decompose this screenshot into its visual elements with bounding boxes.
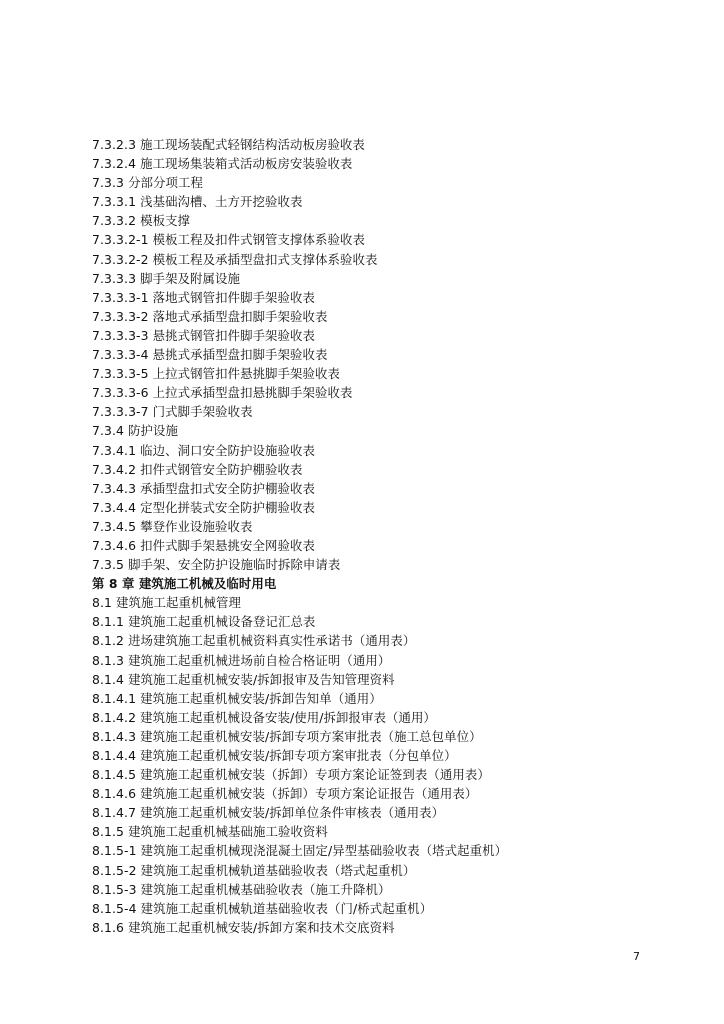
toc-entry: 8.1.4.3 建筑施工起重机械安装/拆卸专项方案审批表（施工总包单位）	[92, 728, 482, 744]
toc-entry: 7.3.4.1 临边、洞口安全防护设施验收表	[92, 442, 315, 458]
toc-entry: 7.3.3.3-1 落地式钢管扣件脚手架验收表	[92, 289, 316, 305]
toc-entry: 8.1.5-3 建筑施工起重机械基础验收表（施工升降机）	[92, 881, 391, 897]
toc-entry: 7.3.3.3-6 上拉式承插型盘扣悬挑脚手架验收表	[92, 385, 353, 401]
toc-entry: 8.1.4.4 建筑施工起重机械安装/拆卸专项方案审批表（分包单位）	[92, 748, 457, 763]
toc-entry: 8.1.1 建筑施工起重机械设备登记汇总表	[92, 614, 316, 630]
toc-entry: 8.1.5-2 建筑施工起重机械轨道基础验收表（塔式起重机）	[92, 862, 416, 878]
toc-entry: 7.3.3.1 浅基础沟槽、土方开挖验收表	[92, 194, 303, 210]
toc-entry: 8.1.4.2 建筑施工起重机械设备安装/使用/拆卸报审表（通用）	[92, 709, 436, 725]
toc-entry: 7.3.2.3 施工现场装配式轻钢结构活动板房验收表	[92, 137, 365, 152]
toc-entry: 7.3.4 防护设施	[92, 423, 179, 439]
table-of-contents	[92, 135, 692, 937]
toc-entry: 8.1.3 建筑施工起重机械进场前自检合格证明（通用）	[92, 652, 391, 668]
toc-entry: 7.3.4.4 定型化拼装式安全防护棚验收表	[92, 499, 315, 515]
toc-entry: 7.3.3.3-3 悬挑式钢管扣件脚手架验收表	[92, 327, 316, 343]
toc-entry: 7.3.2.4 施工现场集装箱式活动板房安装验收表	[92, 156, 353, 172]
chapter-heading: 第 8 章 建筑施工机械及临时用电	[92, 576, 277, 592]
toc-entry: 7.3.3.2-2 模板工程及承插型盘扣式支撑体系验收表	[92, 251, 378, 267]
toc-entry: 7.3.5 脚手架、安全防护设施临时拆除申请表	[92, 557, 341, 573]
toc-entry: 7.3.3.2 模板支撑	[92, 213, 191, 229]
toc-entry: 8.1.4.6 建筑施工起重机械安装（拆卸）专项方案论证报告（通用表）	[92, 786, 478, 802]
toc-entry: 8.1.5-4 建筑施工起重机械轨道基础验收表（门/桥式起重机）	[92, 900, 433, 916]
toc-entry: 8.1.6 建筑施工起重机械安装/拆卸方案和技术交底资料	[92, 919, 395, 935]
toc-entry: 7.3.3.3-4 悬挑式承插型盘扣脚手架验收表	[92, 347, 328, 363]
toc-entry: 7.3.4.3 承插型盘扣式安全防护棚验收表	[92, 480, 315, 496]
toc-entry: 7.3.3.3-7 门式脚手架验收表	[92, 404, 253, 420]
toc-entry: 7.3.4.6 扣件式脚手架悬挑安全网验收表	[92, 537, 315, 553]
toc-entry: 8.1.2 进场建筑施工起重机械资料真实性承诺书（通用表）	[92, 633, 416, 649]
toc-entry: 7.3.3 分部分项工程	[92, 175, 204, 191]
toc-entry: 8.1.5-1 建筑施工起重机械现浇混凝土固定/异型基础验收表（塔式起重机）	[92, 843, 508, 859]
toc-entry: 8.1.4 建筑施工起重机械安装/拆卸报审及告知管理资料	[92, 671, 395, 687]
toc-entry: 7.3.4.5 攀登作业设施验收表	[92, 518, 253, 534]
page-number: 7	[633, 950, 640, 963]
toc-entry: 7.3.3.3 脚手架及附属设施	[92, 270, 241, 286]
toc-entry: 7.3.3.3-2 落地式承插型盘扣脚手架验收表	[92, 308, 328, 324]
toc-entry: 8.1.4.1 建筑施工起重机械安装/拆卸告知单（通用）	[92, 690, 382, 706]
toc-entry: 8.1.4.5 建筑施工起重机械安装（拆卸）专项方案论证签到表（通用表）	[92, 767, 490, 783]
toc-entry: 8.1.4.7 建筑施工起重机械安装/拆卸单位条件审核表（通用表）	[92, 805, 445, 821]
toc-entry: 7.3.3.3-5 上拉式钢管扣件悬挑脚手架验收表	[92, 366, 341, 382]
toc-entry: 8.1 建筑施工起重机械管理	[92, 595, 241, 611]
toc-entry: 7.3.3.2-1 模板工程及扣件式钢管支撑体系验收表	[92, 232, 365, 248]
toc-entry: 7.3.4.2 扣件式钢管安全防护棚验收表	[92, 461, 303, 477]
toc-entry: 8.1.5 建筑施工起重机械基础施工验收资料	[92, 824, 328, 840]
